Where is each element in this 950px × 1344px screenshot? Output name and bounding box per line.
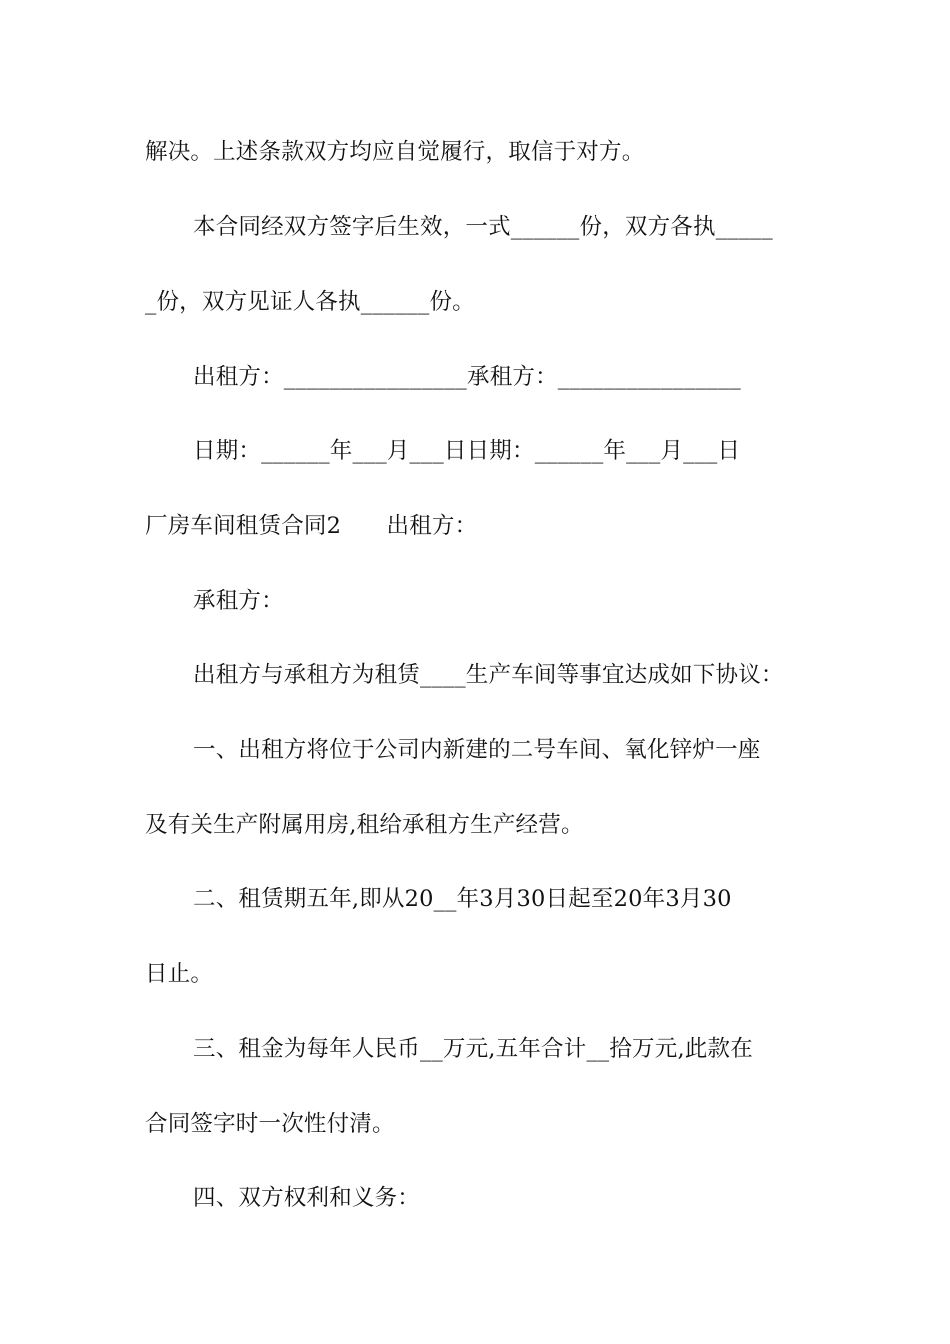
clause-heading: 四、双方权利和义务： (193, 1185, 421, 1211)
clause-line: 日止。 (145, 961, 214, 987)
date-line: 日期：______年___月___日日期：______年___月___日 (193, 438, 741, 464)
clause-line: 一、出租方将位于公司内新建的二号车间、氧化锌炉一座 (193, 737, 761, 763)
paragraph-line: _份，双方见证人各执______份。 (145, 289, 475, 315)
paragraph-line: 解决。上述条款双方均应自觉履行，取信于对方。 (145, 139, 645, 165)
signature-line: 出租方：________________承租方：________________ (193, 364, 742, 390)
clause-line: 及有关生产附属用房,租给承租方生产经营。 (145, 812, 584, 838)
contract-title-line: 厂房车间租赁合同2 出租方： (145, 513, 478, 539)
paragraph-line: 承租方： (193, 588, 284, 614)
clause-line: 二、租赁期五年,即从20__年3月30日起至20年3月30 (193, 886, 732, 912)
clause-line: 合同签字时一次性付清。 (145, 1111, 395, 1137)
clause-line: 三、租金为每年人民币__万元,五年合计__拾万元,此款在 (193, 1036, 753, 1062)
paragraph-line: 本合同经双方签字后生效，一式______份，双方各执_____ (193, 214, 773, 240)
paragraph-line: 出租方与承租方为租赁____生产车间等事宜达成如下协议： (193, 662, 784, 688)
